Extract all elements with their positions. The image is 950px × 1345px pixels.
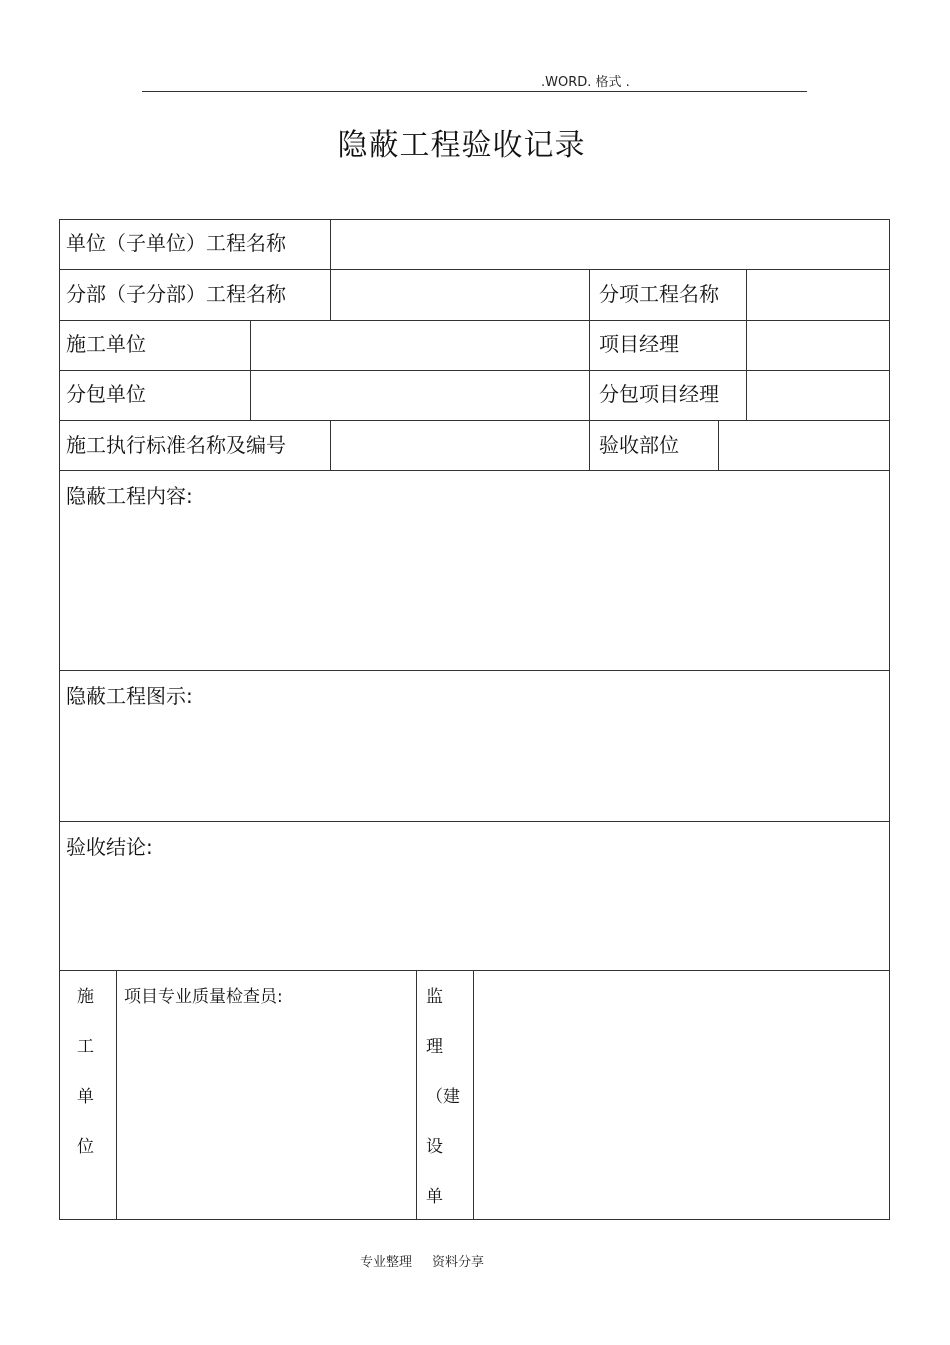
- item-project-name-label: 分项工程名称: [599, 282, 719, 306]
- col-divider: [330, 269, 331, 321]
- header-rule: [142, 91, 807, 92]
- construction-side-char: 工: [77, 1037, 94, 1057]
- row-divider: [59, 470, 890, 471]
- supervision-side-char: 监: [426, 987, 443, 1007]
- col-divider: [416, 970, 417, 1220]
- project-manager-label: 项目经理: [599, 332, 679, 356]
- construction-side-char: 施: [77, 987, 94, 1007]
- subcontractor-label: 分包单位: [66, 382, 146, 406]
- conclusion-label: 验收结论:: [66, 835, 153, 859]
- supervision-side-char: 单: [426, 1187, 443, 1207]
- col-divider: [589, 420, 590, 471]
- row-divider: [59, 420, 890, 421]
- quality-inspector-label: 项目专业质量检查员:: [124, 987, 283, 1007]
- col-divider: [589, 269, 590, 321]
- header-text: .WORD. 格式 .: [541, 75, 630, 90]
- col-divider: [746, 269, 747, 321]
- construction-side-char: 单: [77, 1087, 94, 1107]
- col-divider: [746, 370, 747, 421]
- col-divider: [473, 970, 474, 1220]
- page-title: 隐蔽工程验收记录: [337, 128, 586, 163]
- acceptance-form: [59, 219, 890, 1220]
- col-divider: [589, 320, 590, 371]
- col-divider: [116, 970, 117, 1220]
- supervision-side-char: 设: [426, 1137, 443, 1157]
- row-divider: [59, 320, 890, 321]
- construction-unit-label: 施工单位: [66, 332, 146, 356]
- hidden-diagram-label: 隐蔽工程图示:: [66, 684, 193, 708]
- form-border-bottom: [59, 1219, 890, 1220]
- col-divider: [746, 320, 747, 371]
- row-divider: [59, 269, 890, 270]
- footer: [360, 1251, 484, 1270]
- standard-name-number-label: 施工执行标准名称及编号: [66, 433, 286, 457]
- footer-right-text: 资料分享: [432, 1255, 485, 1270]
- col-divider: [330, 219, 331, 270]
- row-divider: [59, 970, 890, 971]
- sub-project-name-label: 分部（子分部）工程名称: [66, 282, 286, 306]
- hidden-content-label: 隐蔽工程内容:: [66, 484, 193, 508]
- acceptance-part-label: 验收部位: [599, 433, 679, 457]
- col-divider: [589, 370, 590, 421]
- row-divider: [59, 670, 890, 671]
- footer-left-text: 专业整理: [360, 1255, 413, 1270]
- col-divider: [330, 420, 331, 471]
- supervision-side-char: （建: [426, 1087, 460, 1107]
- unit-project-name-label: 单位（子单位）工程名称: [66, 231, 286, 255]
- col-divider: [250, 370, 251, 421]
- col-divider: [250, 320, 251, 371]
- sub-project-manager-label: 分包项目经理: [599, 382, 719, 406]
- col-divider: [718, 420, 719, 471]
- row-divider: [59, 370, 890, 371]
- construction-side-char: 位: [77, 1137, 94, 1157]
- form-border-top: [59, 219, 890, 220]
- supervision-side-char: 理: [426, 1037, 443, 1057]
- row-divider: [59, 821, 890, 822]
